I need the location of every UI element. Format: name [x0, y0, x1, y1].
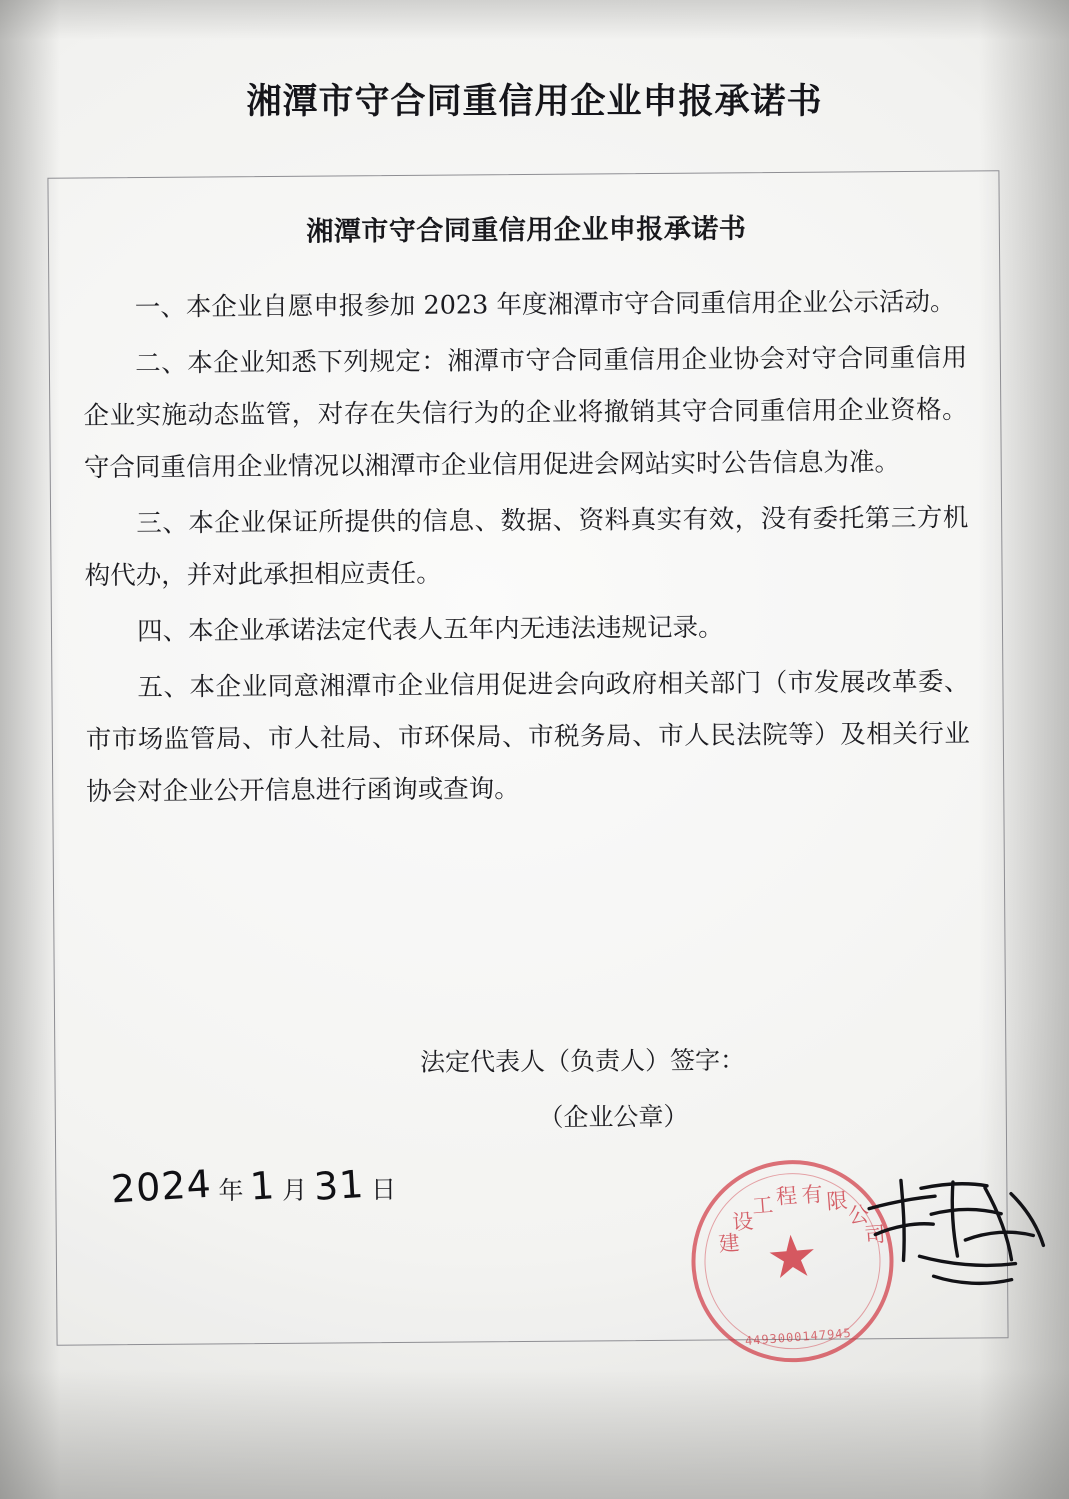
handwritten-signature	[861, 1163, 1052, 1294]
date-month-char: 月	[282, 1175, 308, 1205]
legal-representative-signature-label: 法定代表人（负责人）签字：	[419, 1045, 746, 1077]
date-line	[109, 1161, 397, 1212]
paragraph-5: 五、本企业同意湘潭市企业信用促进会向政府相关部门（市发展改革委、市市场监管局、市人社局、市环保局、市税务局、市人民法院等）及相关行业协会对企业公开信息进行函询或查询。	[85, 666, 970, 808]
date-year-value: 2024	[109, 1161, 213, 1212]
company-seal-label: （企业公章）	[538, 1101, 689, 1132]
date-day-value: 31	[312, 1161, 366, 1209]
paragraph-2: 二、本企业知悉下列规定：湘潭市守合同重信用企业协会对守合同重信用企业实施动态监管，对存在失信行为的企业将撤销其守合同重信用企业资格。守合同重信用企业情况以湘潭市企业信用促进会网站实时公告信息为准。	[83, 342, 968, 484]
paragraph-1: 一、本企业自愿申报参加 2023 年度湘潭市守合同重信用企业公示活动。	[134, 287, 956, 323]
paragraph-4: 四、本企业承诺法定代表人五年内无违法违规记录。	[136, 612, 724, 647]
paper-shading-top	[0, 0, 1069, 40]
paragraph-3: 三、本企业保证所提供的信息、数据、资料真实有效，没有委托第三方机构代办，并对此承担相应责任。	[84, 502, 969, 592]
document-inner-title: 湘潭市守合同重信用企业申报承诺书	[306, 213, 747, 248]
date-day-char: 日	[370, 1174, 397, 1205]
signature-block	[420, 1039, 941, 1135]
commitment-paragraphs	[83, 276, 971, 818]
seal-arc-text: 建 设 工 程 有 限 公 司	[717, 1181, 887, 1257]
date-month-value: 1	[248, 1163, 277, 1209]
document-body	[54, 179, 1006, 1349]
date-year-char: 年	[218, 1176, 244, 1206]
seal-star-icon: ★	[763, 1222, 821, 1292]
paper-shading-bottom	[0, 1369, 1069, 1499]
seal-code: 4493000147945	[744, 1325, 853, 1349]
page-title: 湘潭市守合同重信用企业申报承诺书	[246, 81, 823, 122]
